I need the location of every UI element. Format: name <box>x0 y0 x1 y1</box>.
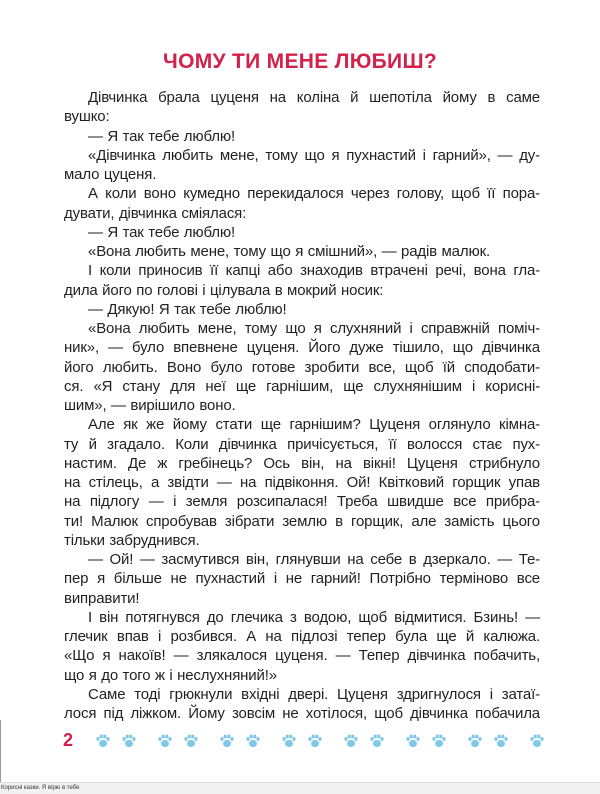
text-line: — Ой! — засмутився він, глянувши на себе в дзеркало. — Те- <box>88 551 540 568</box>
text-line: лося під ліжком. Йому зовсім не хотілося, щоб дівчинка побачила <box>64 705 540 722</box>
text-line: на стілець, а звідти — на підвіконня. Ой! Квітковий горщик упав <box>64 474 540 491</box>
text-line: тільки забруднився. <box>64 531 200 549</box>
text-line: ник», — було впевнене цуценя. Його дуже тішило, що дівчинка <box>64 339 540 357</box>
paw-print-icon <box>245 733 271 749</box>
paw-print-icon <box>405 733 431 749</box>
text-line: глечик впав і розбився. А на підлозі тепер була ще й калюжа. <box>64 628 540 645</box>
text-line: «Вона любить мене, тому що я слухняний і справжній поміч- <box>88 320 540 337</box>
paw-print-icon <box>219 733 245 749</box>
text-line: шим», — вирішило воно. <box>64 397 236 414</box>
text-line: ся. «Я стану для неї ще гарнішим, ще слухнянішим і корисні- <box>64 377 540 395</box>
text-line: Саме тоді грюкнули вхідні двері. Цуценя здригнулося і затаї- <box>88 685 540 703</box>
text-line: ти! Малюк спробував зібрати землю в горщик, але замість цього <box>64 512 540 530</box>
footer-caption: Корисні казки. Я вірю в тебе <box>0 782 600 794</box>
text-line: виправити! <box>64 589 140 607</box>
text-line: дила його по голові і цілувала в мокрий носик: <box>64 281 384 299</box>
paw-print-icon <box>121 733 147 749</box>
text-line: — Дякую! Я так тебе люблю! <box>88 300 287 318</box>
paw-print-icon <box>95 733 121 749</box>
page-number: 2 <box>63 730 74 750</box>
text-line: мало цуценя. <box>64 166 157 183</box>
paw-print-icon <box>369 733 395 749</box>
story-text <box>64 88 540 723</box>
text-line: ту й згадало. Коли дівчинка причісується, її волосся стає пух- <box>64 435 540 453</box>
paw-print-icon <box>343 733 369 749</box>
paw-print-icon <box>281 733 307 749</box>
text-line: — Я так тебе люблю! <box>88 223 235 241</box>
text-line: І він потягнувся до глечика з водою, щоб відмитися. Бзинь! — <box>88 608 540 626</box>
text-line: пер я більше не пухнастий і не гарний! Потрібно терміново все <box>64 570 540 588</box>
paw-print-icon <box>493 733 519 749</box>
text-line: «Що я накоїв! — злякалося цуценя. — Тепер дівчинка побачить, <box>64 647 540 665</box>
paw-print-icon <box>307 733 333 749</box>
text-line: вушко: <box>64 108 110 126</box>
text-line: дувати, дівчинка сміялася: <box>64 204 247 222</box>
paw-print-icon <box>467 733 493 749</box>
page-title: ЧОМУ ТИ МЕНЕ ЛЮБИШ? <box>163 50 437 73</box>
text-line: Дівчинка брала цуценя на коліна й шепотіла йому в саме <box>88 89 540 106</box>
paw-print-icon <box>431 733 457 749</box>
text-line: «Вона любить мене, тому що я смішний», — радів малюк. <box>88 243 490 260</box>
paw-print-icon <box>529 733 555 749</box>
text-line: «Дівчинка любить мене, тому що я пухнастий і гарний», — ду- <box>88 146 540 164</box>
text-line: що я до того ж і неслухняний!» <box>64 666 277 684</box>
paw-print-icon <box>183 733 209 749</box>
text-line: його любить. Воно було готове зробити все, щоб їй сподобати- <box>64 358 540 376</box>
text-line: — Я так тебе люблю! <box>88 127 235 145</box>
paw-print-decoration <box>95 733 555 749</box>
text-line: Але як же йому стати ще гарнішим? Цуценя оглянуло кімна- <box>88 416 540 434</box>
text-line: А коли воно кумедно перекидалося через голову, щоб її пора- <box>88 185 540 203</box>
paw-print-icon <box>157 733 183 749</box>
text-line: настим. Де ж гребінець? Ось він, на вікні! Цуценя стрибнуло <box>64 454 540 472</box>
text-line: І коли приносив її капці або знаходив втрачені речі, вона гла- <box>88 262 540 280</box>
page-edge-divider <box>0 720 1 782</box>
text-line: на підлогу — і земля розсипалася! Треба швидше все прибра- <box>64 493 540 511</box>
